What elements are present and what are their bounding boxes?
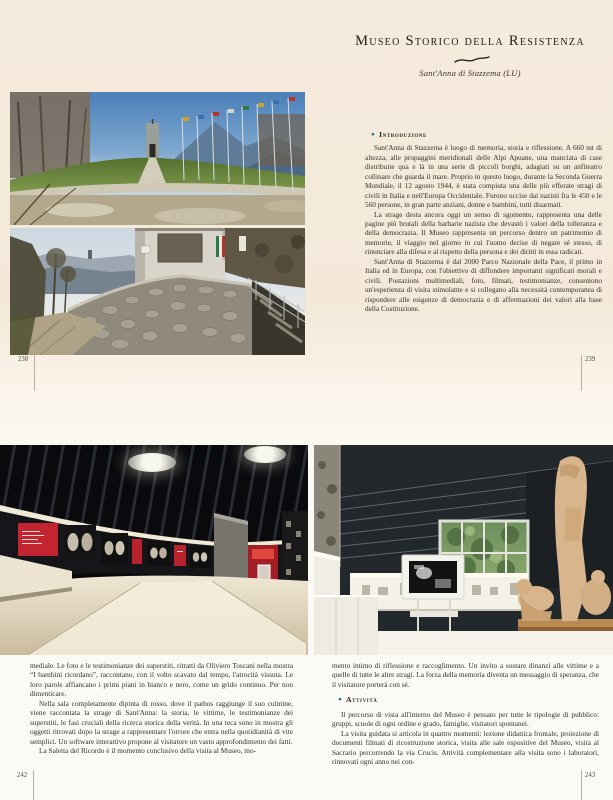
photo-exhibit-hall-sculpture xyxy=(314,445,613,655)
body-paragraph: Il percorso di vista all'interno del Museo è pensato per tutte le tipologie di pubblico: gruppi, scuole di ogni ordine e grado, famiglie, visitatori spontanei. xyxy=(332,709,599,729)
photo3-scene xyxy=(0,445,308,655)
section-label: Introduzione xyxy=(378,130,427,139)
section-bullet-icon: ● xyxy=(338,696,342,704)
photo1-scene xyxy=(10,92,305,225)
page-number-242: 242 xyxy=(17,772,28,779)
folio-rule xyxy=(33,770,34,800)
body-paragraph: mento intimo di riflessione e raccoglimento. Un invito a sostare dinanzi alle vittime e a quelle di tutte le altre stragi. La forza della memoria diventa un messaggio di speranza, che il visitatore porterà con sé. xyxy=(332,661,599,689)
section-heading-attivita xyxy=(338,695,599,705)
intro-paragraph: Sant'Anna di Stazzema è luogo di memoria, storia e riflessione. A 660 mt di altezza, alle propaggini meridionali delle Alpi Apuane, una manciata di case distribuite qua e là in una serie di piccoli borghi, adagiati su un anfiteatro collinare che guarda il mare. Proprio in questo luogo, durante la Seconda Guerra Mondiale, il 12 agosto 1944, è stata compiuta una delle più efferate stragi di civili in Italia e nell'Europa Occidentale. Furono uccise dai nazisti fra le 450 e le 560 persone, in gran parte anziani, donne e bambini, tutti disarmati. xyxy=(365,143,602,210)
section-bullet-icon: ● xyxy=(371,130,375,138)
page-title: Museo Storico della Resistenza xyxy=(355,33,585,49)
intro-paragraph: Sant'Anna di Stazzema è dal 2000 Parco Nazionale della Pace, il primo in Italia ed in Europa, con l'obiettivo di diffondere importanti significati morali e civili. Postazioni multimediali, foto, filmati, testimonianze, consentono un'esperienza di visita stimolante e si collegano alla necessità contemporanea di rispondere alle esigenze di democrazia e di affermazioni dei valori alla base della Costituzione. xyxy=(365,256,602,314)
intro-column xyxy=(365,128,602,314)
page-number-239: 239 xyxy=(585,356,596,363)
folio-rule xyxy=(34,355,35,391)
body-paragraph: La visita guidata si articola in quattro momenti: lezione didattica frontale, proiezione di documenti filmati di ricostruzione storica, visita alle sale espositive del Museo, visita al Sacrario percorrendo la via Crucis. Attività complementare alla visita sono i laboratori, rinnovati ogni anno nei con- xyxy=(332,728,599,766)
photo-sacrario-monument-path xyxy=(10,92,305,225)
page-number-238: 238 xyxy=(18,356,29,363)
photo-stone-wall-stairs xyxy=(10,228,305,355)
photo-red-gallery-room xyxy=(0,445,308,655)
body-paragraph: La Saletta del Ricordo è il momento conclusivo della visita al Museo, mo- xyxy=(39,746,257,756)
page-number-243: 243 xyxy=(585,772,596,779)
photo2-scene xyxy=(10,228,305,355)
right-text-column xyxy=(332,661,599,766)
section-label: Attività xyxy=(345,695,378,705)
folio-rule xyxy=(581,770,582,800)
page-subtitle: Sant'Anna di Stazzema (LU) xyxy=(419,68,521,78)
section-heading-introduzione xyxy=(371,130,602,140)
body-paragraph: mediale. Le foto e le testimonianze dei superstiti, ritratti da Oliviero Toscani nella mostra “I bambini ricordano”, raccontano, con il volto scavato dal tempo, l'atrocità vissuta. Le loro parole affiancano i primi piani in bianco e nero, come un grido continuo. Per non dimenticare. xyxy=(30,661,293,699)
folio-rule xyxy=(581,355,582,391)
body-paragraph: Nella sala completamente dipinta di rosso, dove il pathos raggiunge il suo culmine, viene raccontata la strage di Sant'Anna: la storia, le vittime, le testimonianze dei superstiti, le fasi cruciali della ricerca storica della verità. In una teca sono in mostra gli oggetti ritrovati dopo la strage a rappresentare l'orrore che entra nella quotidianità di vite semplici. Un software interattivo propone al visitatore un vasto approfondimento dei fatti. xyxy=(30,698,293,746)
intro-paragraph: La strage desta ancora oggi un senso di sgomento, rappresenta una delle pagine più brutali della barbarie nazista che devastò i valori della tolleranza e della democrazia. Il Museo rappresenta un percorso dentro un patrimonio di memorie, il viaggio nel giorno in cui l'uomo decise di negare sé stesso, di rinunciare alla difesa e al rispetto della persona e dei diritti in essa radicati. xyxy=(365,209,602,257)
photo4-scene xyxy=(314,445,613,655)
left-text-column xyxy=(30,661,293,756)
decorative-swash-icon xyxy=(452,54,492,66)
